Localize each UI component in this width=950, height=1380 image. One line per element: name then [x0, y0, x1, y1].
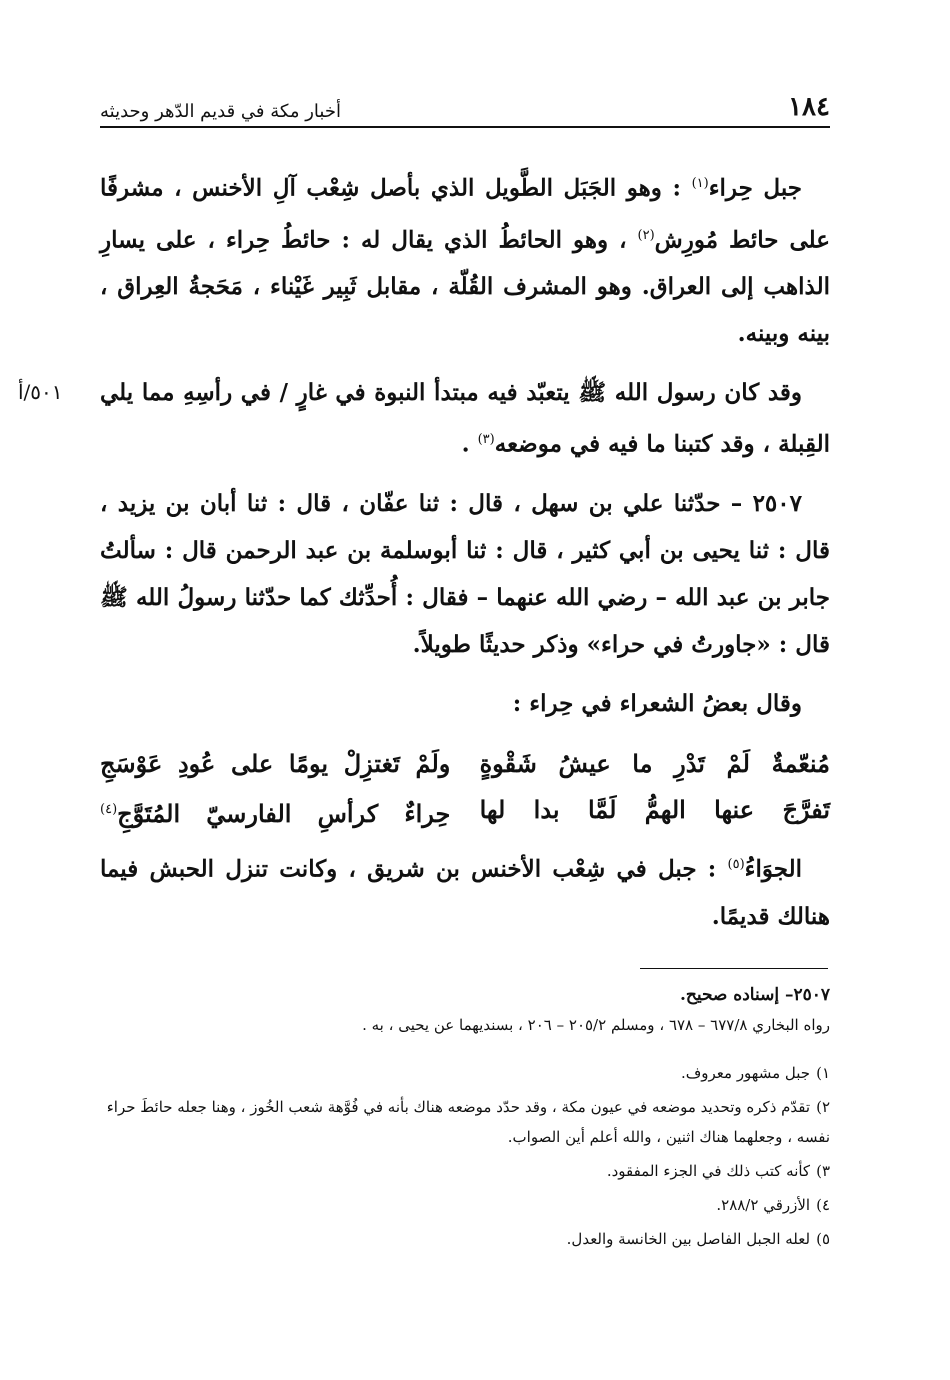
paragraph-text: جبل حِراء	[708, 174, 802, 202]
footnote-text: جبل مشهور معروف.	[680, 1064, 811, 1082]
footnote-item	[100, 1092, 830, 1152]
footnotes	[100, 980, 830, 1258]
footnote-ref: (٥)	[727, 856, 745, 872]
poem	[100, 741, 830, 837]
footnote-item	[100, 1190, 830, 1220]
footnote-ref: (١)	[691, 176, 709, 191]
paragraph-text: الجوَاءُ	[744, 855, 802, 883]
footnote-text: كأنه كتب ذلك في الجزء المفقود.	[606, 1162, 811, 1180]
footnote-item	[100, 1058, 830, 1088]
footnote-ref: (٢)	[637, 227, 655, 243]
page-number: ١٨٤	[788, 92, 830, 122]
paragraph-hira	[100, 160, 830, 357]
footnote-number: ٥)	[816, 1230, 830, 1248]
verse-first-half: مُنعّمةٌ لَمْ تَدْرِ ما عيشُ شَقْوةٍ	[479, 748, 830, 778]
running-title: أخبار مكة في قديم الدّهر وحديثه	[100, 101, 341, 122]
verse	[100, 741, 830, 787]
footnote-item	[100, 1156, 830, 1186]
footnote-number: ٣)	[816, 1162, 830, 1180]
isnad-label: ٢٥٠٧– إسناده صحيح.	[679, 985, 830, 1005]
verse-second-half	[100, 787, 450, 837]
footnote-number: ٢)	[816, 1098, 830, 1116]
footnote-text: تقدّم ذكره وتحديد موضعه في عيون مكة ، وقد حدّد موضعه هناك بأنه في فُوَّهة شعب الخُوز ، وهنا جعله حائطَ حراء نفسه ، وجعلهما هناك اثنين ، والله أعلم أين الصواب.	[106, 1098, 830, 1146]
verse-text: حِراءٌ كرأسِ الفارسيّ المُتَوَّجِ	[117, 798, 451, 828]
verse-first-half: تَفرَّجَ عنها الهمُّ لَمَّا بدا لها	[479, 794, 830, 824]
paragraph-text: : جبل في شِعْب الأخنس بن شريق ، وكانت تنزل الحبش فيما هنالك قديمًا.	[100, 855, 830, 930]
footnote-rule	[640, 968, 828, 969]
footnote-number: ١)	[816, 1064, 830, 1082]
header-rule	[100, 126, 830, 128]
verse-second-half: ولَمْ تَغتزِلْ يومًا على عُودِ عَوْسَجِ	[100, 748, 451, 778]
paragraph-text: .	[461, 430, 478, 458]
footnote-item	[100, 1224, 830, 1254]
paragraph-poet-intro: وقال بعضُ الشعراء في حِراء :	[512, 689, 802, 717]
footnote-ref: (٤)	[100, 801, 118, 817]
paragraph-text: : وهو الجَبَل الطَّويل الذي بأصل شِعْب آلِ الأخنس ، مشرفًا على حائط مُورِش	[100, 174, 830, 254]
main-text	[18, 160, 830, 940]
verse	[100, 787, 830, 837]
footnote-text: لعله الجبل الفاصل بين الخانسة والعدل.	[566, 1230, 811, 1248]
footnote-ref: (٣)	[477, 432, 495, 448]
paragraph-hadith: ٢٥٠٧ – حدّثنا علي بن سهل ، قال : ثنا عفّان ، قال : ثنا أبان بن يزيد ، قال : ثنا يحيى بن أبي كثير ، قال : ثنا أبوسلمة بن عبد الرحمن قال : سألتُ جابر بن عبد الله – رضي الله عنهما – فقال : أُحدِّثك كما حدّثنا رسولُ الله ﷺ قال : «جاورتُ في حراء» وذكر حديثًا طويلاً.	[100, 489, 830, 658]
isnad-text: رواه البخاري ٦٧٧/٨ – ٦٧٨ ، ومسلم ٢٠٥/٢ – ٢٠٦ ، بسنديهما عن يحيى ، به .	[362, 1016, 830, 1034]
paragraph-text: ، وهو الحائطُ الذي يقال له : حائطُ حِراء ، على يسارِ الذاهب إلى العراق. وهو المشرف القُلّة ، مقابل ثَبِير غَيْناء ، مَحَجةُ العِراق ، بينه وبينه.	[100, 226, 830, 348]
paragraph-jawa	[100, 841, 830, 940]
margin-note: ٥٠١/أ	[18, 380, 63, 405]
footnote-number: ٤)	[816, 1196, 830, 1214]
paragraph-text: وقد كان رسول الله ﷺ يتعبّد فيه مبتدأ النبوة في غارٍ / في رأسِهِ مما يلي القِبلة ، وقد كتبنا ما فيه في موضعه	[100, 379, 830, 458]
paragraph-ghar	[18, 369, 830, 468]
page-header	[100, 82, 830, 122]
footnote-text: الأزرقي ٢٨٨/٢.	[716, 1196, 811, 1214]
